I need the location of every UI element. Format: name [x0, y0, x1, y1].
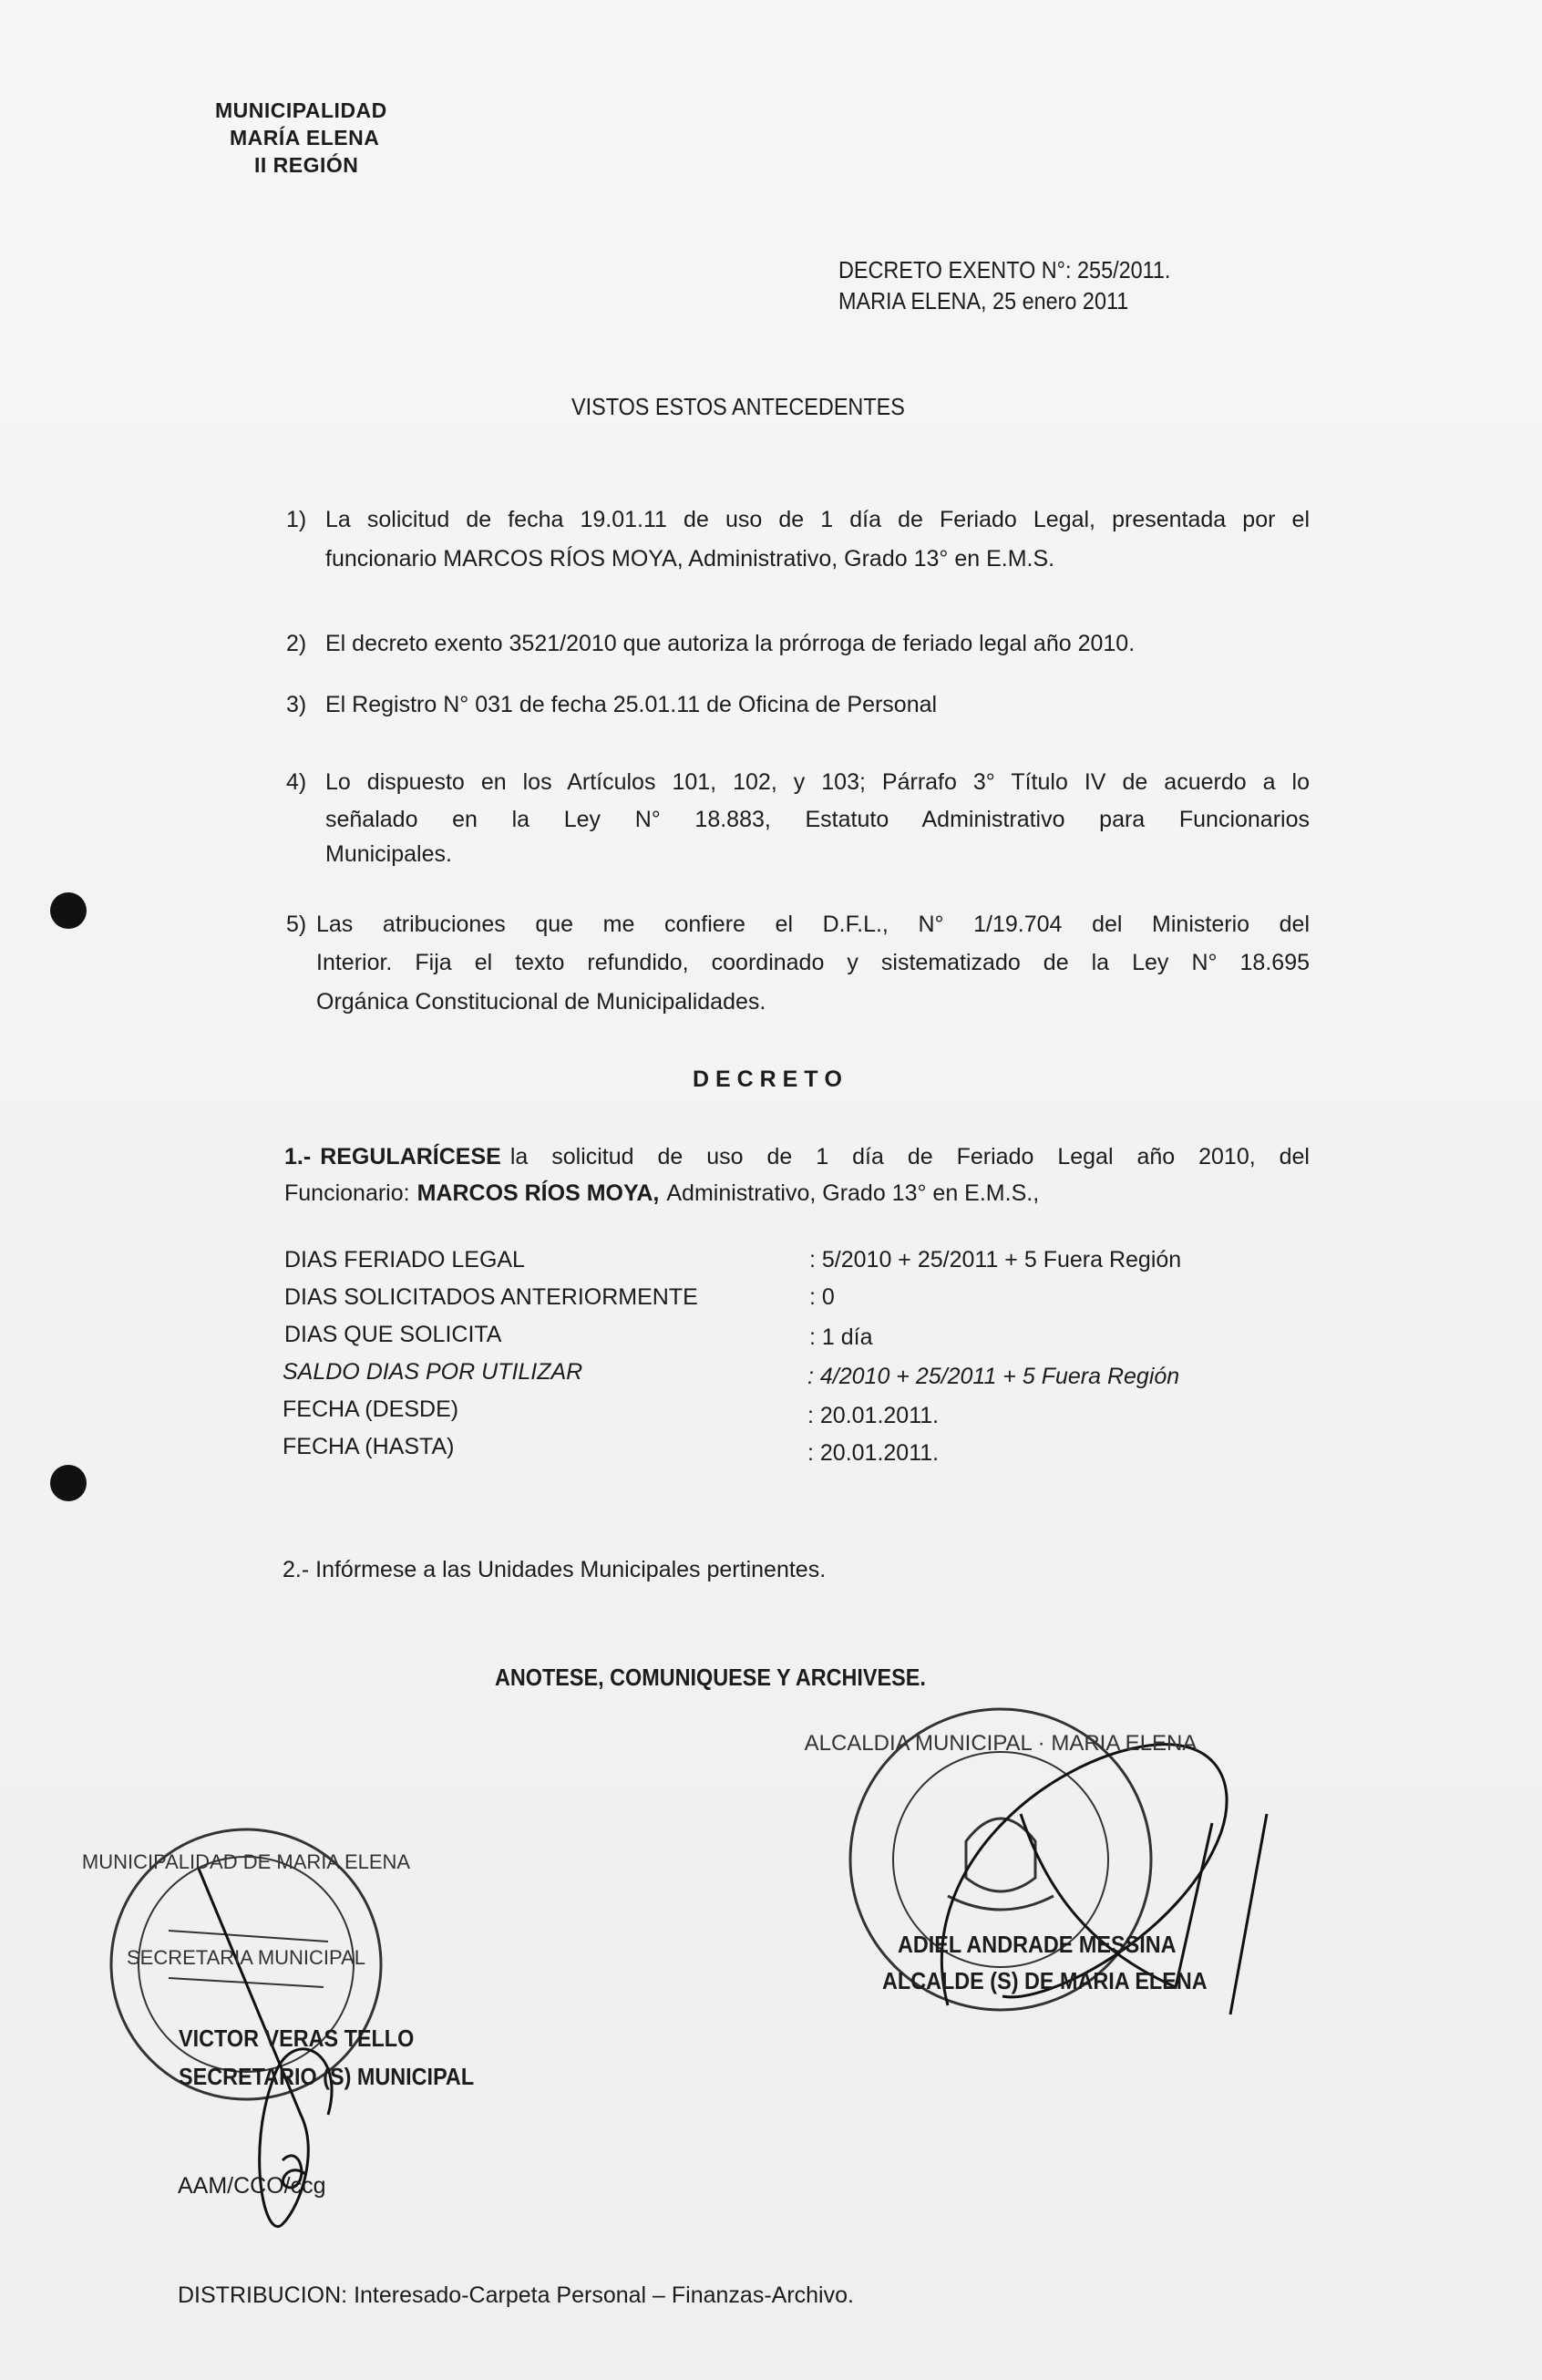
place-date: MARIA ELENA, 25 enero 2011	[838, 287, 1129, 314]
point-number: 1.-	[284, 1144, 312, 1169]
item-line: Orgánica Constitucional de Municipalidades.	[316, 989, 766, 1015]
item-line: El Registro N° 031 de fecha 25.01.11 de Oficina de Personal	[325, 692, 938, 717]
point-text: la solicitud de uso de 1 día de Feriado Legal año 2010, del	[509, 1144, 1310, 1169]
item-number: 2)	[286, 631, 307, 656]
item-line: Las atribuciones que me confiere el D.F.L., N° 1/19.704 del Ministerio del	[316, 912, 1310, 937]
table-value: : 20.01.2011.	[807, 1440, 940, 1466]
item-line: La solicitud de fecha 19.01.11 de uso de 1 día de Feriado Legal, presentada por el	[325, 507, 1310, 532]
org-line: II REGIÓN	[254, 153, 359, 177]
org-line: MUNICIPALIDAD	[215, 98, 387, 122]
table-value: : 5/2010 + 25/2011 + 5 Fuera Región	[809, 1247, 1182, 1272]
item-number: 1)	[286, 507, 307, 532]
item-number: 3)	[286, 692, 307, 717]
table-value: : 4/2010 + 25/2011 + 5 Fuera Región	[807, 1364, 1180, 1389]
secretary-title: SECRETARIO (S) MUNICIPAL	[179, 2063, 475, 2090]
initials: AAM/CCO/ccg	[178, 2173, 326, 2199]
distribution: DISTRIBUCION: Interesado-Carpeta Personal – Finanzas-Archivo.	[178, 2282, 854, 2308]
decreto-title: D E C R E T O	[693, 1066, 842, 1092]
secretary-seal-text: MUNICIPALIDAD DE MARIA ELENA	[81, 1850, 411, 1873]
point-text: Administrativo, Grado 13° en E.M.S.,	[666, 1180, 1040, 1206]
employee-name: MARCOS RÍOS MOYA,	[416, 1180, 660, 1206]
table-value: : 20.01.2011.	[807, 1403, 940, 1428]
item-line: Interior. Fija el texto refundido, coordinado y sistematizado de la Ley N° 18.695	[316, 950, 1310, 975]
item-line: funcionario MARCOS RÍOS MOYA, Administrativo, Grado 13° en E.M.S.	[325, 546, 1055, 572]
item-number: 4)	[286, 769, 307, 795]
table-value: : 1 día	[809, 1324, 873, 1350]
item-line: Municipales.	[325, 841, 452, 867]
table-label: SALDO DIAS POR UTILIZAR	[283, 1359, 583, 1385]
decree-number: DECRETO EXENTO N°: 255/2011.	[838, 256, 1171, 283]
table-label: DIAS QUE SOLICITA	[284, 1322, 502, 1347]
vistos-title: VISTOS ESTOS ANTECEDENTES	[571, 393, 905, 420]
point-verb: REGULARÍCESE	[320, 1144, 501, 1169]
secretary-name: VICTOR VERAS TELLO	[179, 2025, 415, 2052]
secretary-seal-center: SECRETARIA MUNICIPAL	[126, 1946, 366, 1969]
item-line: Lo dispuesto en los Artículos 101, 102, y 103; Párrafo 3° Título IV de acuerdo a lo	[325, 769, 1310, 795]
table-label: DIAS SOLICITADOS ANTERIORMENTE	[284, 1284, 698, 1310]
item-line: señalado en la Ley N° 18.883, Estatuto Administrativo para Funcionarios	[325, 807, 1310, 832]
mayor-seal-text: ALCALDIA MUNICIPAL · MARIA ELENA	[804, 1731, 1198, 1756]
item-line: El decreto exento 3521/2010 que autoriza la prórroga de feriado legal año 2010.	[325, 631, 1136, 656]
point-2: 2.- Infórmese a las Unidades Municipales pertinentes.	[283, 1557, 827, 1582]
mayor-title: ALCALDE (S) DE MARIA ELENA	[882, 1967, 1208, 1994]
point-text: Funcionario:	[284, 1180, 410, 1206]
mayor-name: ADIEL ANDRADE MESSINA	[898, 1931, 1177, 1958]
closing-formula: ANOTESE, COMUNIQUESE Y ARCHIVESE.	[495, 1664, 926, 1691]
table-value: : 0	[809, 1284, 835, 1310]
org-line: MARÍA ELENA	[230, 126, 380, 149]
table-label: DIAS FERIADO LEGAL	[284, 1247, 525, 1272]
table-label: FECHA (DESDE)	[283, 1396, 459, 1422]
item-number: 5)	[286, 912, 307, 937]
table-label: FECHA (HASTA)	[283, 1434, 455, 1459]
